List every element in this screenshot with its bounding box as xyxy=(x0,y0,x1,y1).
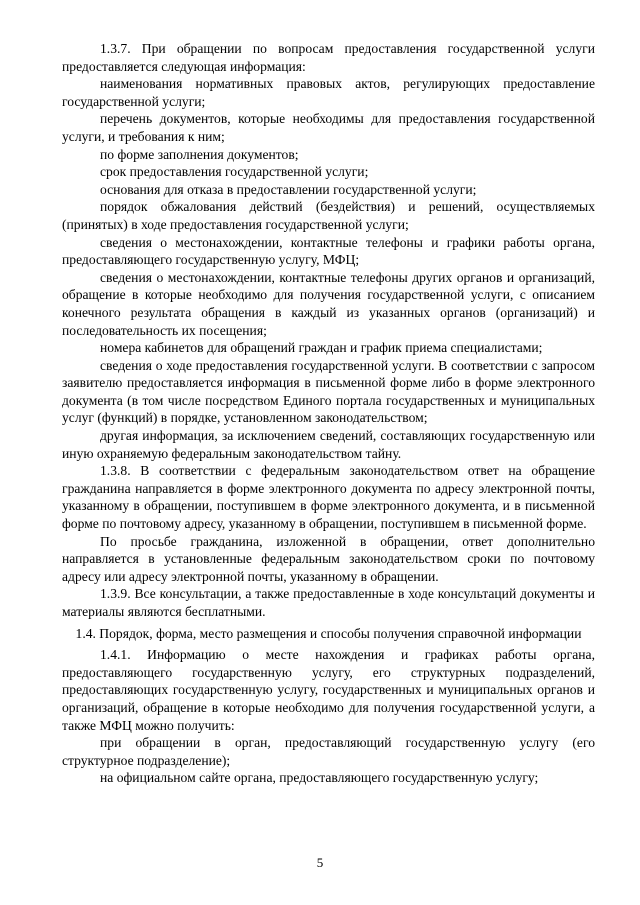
list-item-authority-contacts: сведения о местонахождении, контактные телефоны и графики работы органа, предоставляющего государственную услугу, МФЦ; xyxy=(62,234,595,268)
page-number: 5 xyxy=(316,855,324,870)
list-item-documents: перечень документов, которые необходимы для предоставления государственной услуги, и требования к ним; xyxy=(62,111,595,144)
paragraph-1-3-7: 1.3.7. При обращении по вопросам предоставления государственной услуги предоставляется следующая информация: xyxy=(62,41,595,74)
paragraph-1-4-1: 1.4.1. Информацию о месте нахождения и графиках работы органа, предоставляющего государственную услугу, его структурных подразделений, предоставляющих государственную услугу, государственных и муниципальных органов и организаций, обращение в которые необходимо для получения государственной услуги, а также МФЦ можно получить: xyxy=(62,647,595,733)
list-item-authority-visit: при обращении в орган, предоставляющий государственную услугу (его структурное подразделение); xyxy=(62,735,595,768)
list-item-service-term: срок предоставления государственной услуги; xyxy=(100,164,369,180)
list-item-other-information: другая информация, за исключением сведений, составляющих государственную или иную охраняемую федеральным законодательством тайну. xyxy=(62,428,595,461)
paragraph-1-3-8: 1.3.8. В соответствии с федеральным законодательством ответ на обращение гражданина направляется в форме электронного документа по адресу электронной почты, указанному в обращении, поступившем в форме электронного документа, и в письменной форме по почтовому адресу, указанному в обращении, поступившем в письменной форме. xyxy=(62,463,595,532)
list-item-office-numbers: номера кабинетов для обращений граждан и график приема специалистами; xyxy=(100,340,543,356)
list-item-service-progress: сведения о ходе предоставления государственной услуги. В соответствии с запросом заявителю предоставляется информация в письменной форме либо в форме электронного документа (в том числе посредством Единого портала государственных и муниципальных услуг (функций) в порядке, установленном законодательством; xyxy=(62,357,595,426)
document-body xyxy=(62,40,595,787)
section-heading-1-4: 1.4. Порядок, форма, место размещения и способы получения справочной информации xyxy=(75,625,582,641)
list-item-refusal-grounds: основания для отказа в предоставлении государственной услуги; xyxy=(100,181,477,197)
list-item-other-organizations: сведения о местонахождении, контактные телефоны других органов и организаций, обращение в которые необходимо для получения государственной услуги, с описанием конечного результата обращения в каждый из указанных органов (организаций) и последовательность их посещения; xyxy=(62,269,595,338)
list-item-official-website: на официальном сайте органа, предоставляющего государственную услугу; xyxy=(100,770,539,786)
list-item-appeal-procedure: порядок обжалования действий (бездействия) и решений, осуществляемых (принятых) в ходе предоставления государственной услуги; xyxy=(62,199,595,232)
list-item-form-filling: по форме заполнения документов; xyxy=(100,146,299,162)
list-item-legal-acts: наименования нормативных правовых актов, регулирующих предоставление государственной услуги; xyxy=(62,76,595,109)
paragraph-citizen-request: По просьбе гражданина, изложенной в обращении, ответ дополнительно направляется в установленные федеральным законодательством сроки по почтовому адресу или адресу электронной почты, указанному в обращении. xyxy=(62,533,595,584)
paragraph-1-3-9: 1.3.9. Все консультации, а также предоставленные в ходе консультаций документы и материалы являются бесплатными. xyxy=(62,586,595,619)
